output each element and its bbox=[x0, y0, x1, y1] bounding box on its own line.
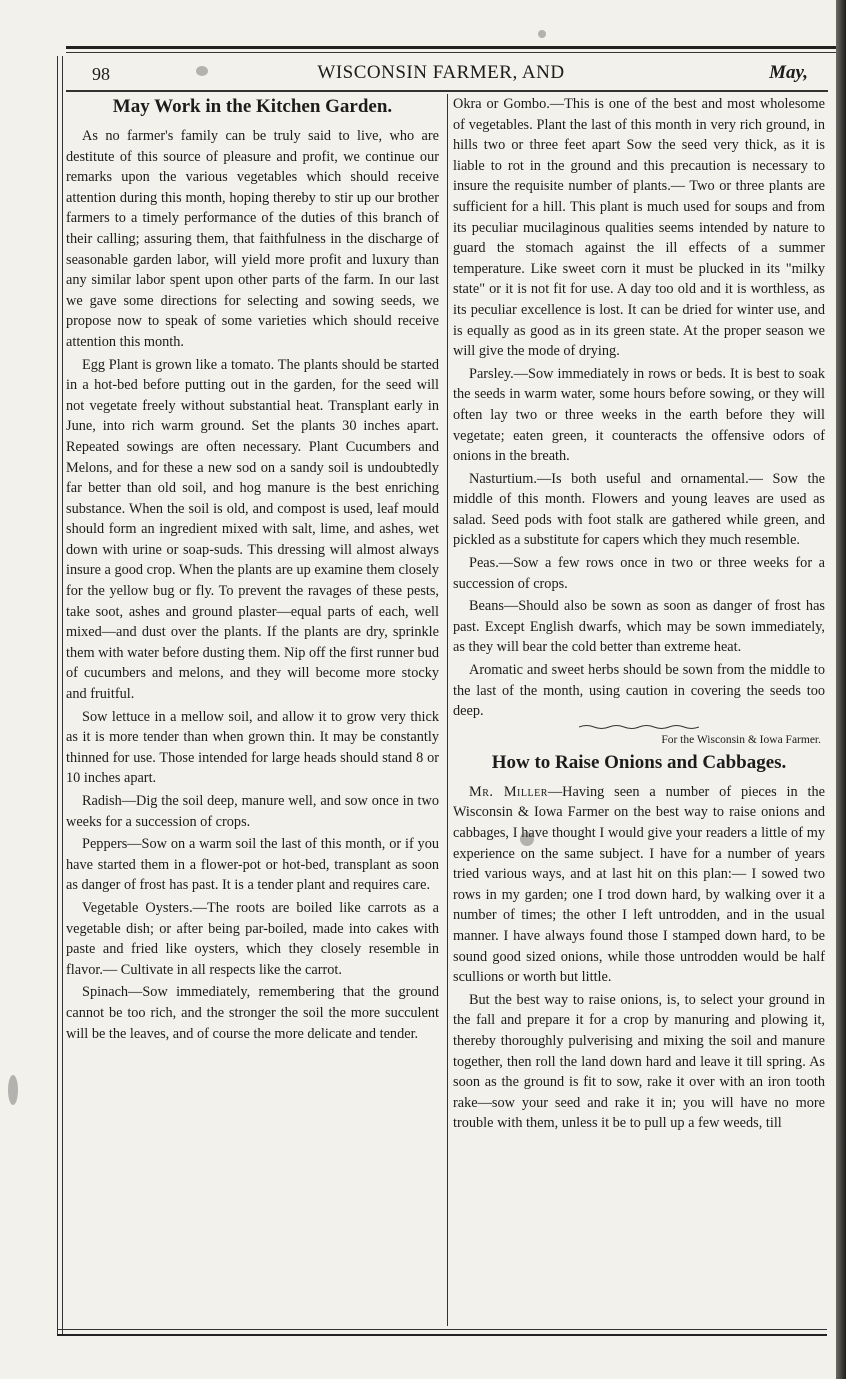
wave-ornament bbox=[579, 724, 699, 730]
paragraph-peas: Peas.—Sow a few rows once in two or three weeks for a succession of crops. bbox=[453, 555, 825, 592]
article-title-kitchen-garden: May Work in the Kitchen Garden. bbox=[112, 96, 393, 117]
paragraph-vegetable-oysters: Vegetable Oysters.—The roots are boiled like carrots as a vegetable dish; or after being par-boiled, made into cakes with paste and fried like oysters, which they closely resemble in flavor.— Cultivate in all respects like the carrot. bbox=[66, 899, 439, 978]
bottom-rule bbox=[57, 1334, 827, 1336]
salutation: Mr. Miller bbox=[469, 783, 548, 800]
left-column bbox=[66, 94, 439, 1046]
paper-speck bbox=[8, 1075, 18, 1105]
paper-speck bbox=[538, 30, 546, 38]
paragraph-nasturtium: Nasturtium.—Is both useful and ornamental.— Sow the middle of this month. Flowers and young leaves are used as salad. Seed pods with foot stalk are gathered while green, and pickled as a substitute for capers which they much resemble. bbox=[453, 470, 825, 549]
paragraph-lettuce: Sow lettuce in a mellow soil, and allow it to grow very thick as it is more tender than when grown thin. It may be constantly thinned for use. Those intended for large heads should stand 8 or 10 inches apart. bbox=[66, 708, 439, 787]
issue-month: May, bbox=[769, 62, 808, 83]
top-rule bbox=[66, 46, 836, 49]
masthead-title: WISCONSIN FARMER, AND bbox=[317, 62, 565, 83]
paper-speck bbox=[520, 832, 534, 846]
paragraph-radish: Radish—Dig the soil deep, manure well, and sow once in two weeks for a succession of crops. bbox=[66, 793, 439, 830]
book-spine-edge bbox=[836, 0, 846, 1379]
column-divider bbox=[447, 94, 448, 1326]
article-credit: For the Wisconsin & Iowa Farmer. bbox=[661, 733, 821, 746]
paragraph-okra: Okra or Gombo.—This is one of the best and most wholesome of vegetables. Plant the last of this month in very rich ground, in hills two or three feet apart Sow the seed very thick, as it is liable to rot in the ground and this precaution is necessary to insure the requisite number of plants.— Two or three plants are sufficient for a hill. This plant is much used for soups and from its peculiar mucilaginous qualities seems intended by nature to guard the stomach against the ill effects of a summer temperature. Like sweet corn it must be plucked in its "milky state" or it is not fit for use. A day too old and it is worthless, as its peculiar excellence is lost. It can be dried for winter use, and is equally as good as in its green state. At the proper season we will give the mode of drying. bbox=[453, 96, 825, 360]
right-column bbox=[453, 94, 825, 1136]
page-header bbox=[66, 60, 816, 88]
article-title-onions-cabbages: How to Raise Onions and Cabbages. bbox=[491, 751, 787, 773]
left-frame-rule bbox=[57, 56, 63, 1336]
top-rule-thin bbox=[66, 52, 836, 53]
paragraph-best-way-onions: But the best way to raise onions, is, to select your ground in the fall and prepare it for a crop by manuring and plowing it, thereby thoroughly pulverising and mixing the soil and manure together, then roll the land down hard and leave it till spring. As soon as the ground is fit to sow, rake it over with an iron tooth rake—sow your seed and rake it in; you will have no more trouble with them, unless it be to pull up a few weeds, till bbox=[453, 991, 825, 1132]
paper-speck bbox=[196, 66, 208, 76]
paragraph-intro: As no farmer's family can be truly said to live, who are destitute of this source of pleasure and profit, we continue our remarks upon the various vegetables which should receive attention during this month, hoping thereby to stir up our brother farmers to a timely performance of the duties of this branch of their calling; assuring them, that faithfulness in the discharge of seasonable garden labor, will yield more profit and luxury than any similar labor spent upon other parts of the farm. In our last we gave some directions for selecting and sowing seeds, we propose now to speak of some varieties which should receive attention this month. bbox=[66, 128, 439, 350]
page-number: 98 bbox=[92, 64, 110, 84]
header-rule bbox=[66, 90, 828, 92]
paragraph-egg-plant: Egg Plant is grown like a tomato. The plants should be started in a hot-bed before putting out in the garden, for the seed will not vegetate freely without substantial heat. Transplant early in June, into rich warm ground. Set the plants 30 inches apart. Repeated sowings are often necessary. Plant Cucumbers and Melons, and for these a new sod on a sandy soil is undoubtedly far better than old soil, and hog manure is the best enriching substance. When the soil is old, and compost is used, leaf mould should form an ingredient mixed with salt, lime, and ashes, wet down with urine or soap-suds. This dressing will almost always insure a good crop. When the plants are up examine them closely for the yellow bug or fly. To prevent the ravages of these pests, take soot, ashes and ground plaster—equal parts of each, well mixed—and dust over the plants. If the plants are dry, sprinkle them with water before dusting them. Nip off the first runner bud of cucumbers and melons, and they will become more stocky and fruitful. bbox=[66, 356, 439, 703]
paragraph-peppers: Peppers—Sow on a warm soil the last of this month, or if you have started them in a flower-pot or hot-bed, transplant as soon as danger of frost has past. It is a tender plant and requires care. bbox=[66, 836, 439, 894]
section-divider-ornament bbox=[579, 724, 699, 730]
paragraph-letter-opening bbox=[453, 782, 825, 988]
paragraph-spinach: Spinach—Sow immediately, remembering that the ground cannot be too rich, and the stronger the soil the more succulent will be the leaves, and of course the more delicate and tender. bbox=[66, 984, 439, 1042]
paragraph-herbs: Aromatic and sweet herbs should be sown from the middle to the last of the month, using caution in covering the seeds too deep. bbox=[453, 662, 825, 720]
paragraph-parsley: Parsley.—Sow immediately in rows or beds. It is best to soak the seeds in warm water, some hours before sowing, or they will often lay two or three weeks in the earth before they will vegetate; eaten green, it counteracts the offensive odors of onions in the breath. bbox=[453, 365, 825, 465]
letter-body-1: —Having seen a number of pieces in the Wisconsin & Iowa Farmer on the best way to raise onions and cabbages, I have thought I would give your readers a little of my experience on the same subject. I have for a number of years tried various ways, and at last hit on this plan:— I sowed two rows in my garden; one I trod down hard, by walking over it a number of times; the other I left untrodden, and in the usual manner. I have always found those I stamped down hard, to be sound good sized onions, while those untrodden would be half scullions or worth but little. bbox=[453, 783, 825, 986]
paragraph-beans: Beans—Should also be sown as soon as danger of frost has past. Except English dwarfs, which may be sown immediately, as they will bear the cold better than extreme heat. bbox=[453, 598, 825, 656]
bottom-rule-thin bbox=[57, 1329, 827, 1330]
